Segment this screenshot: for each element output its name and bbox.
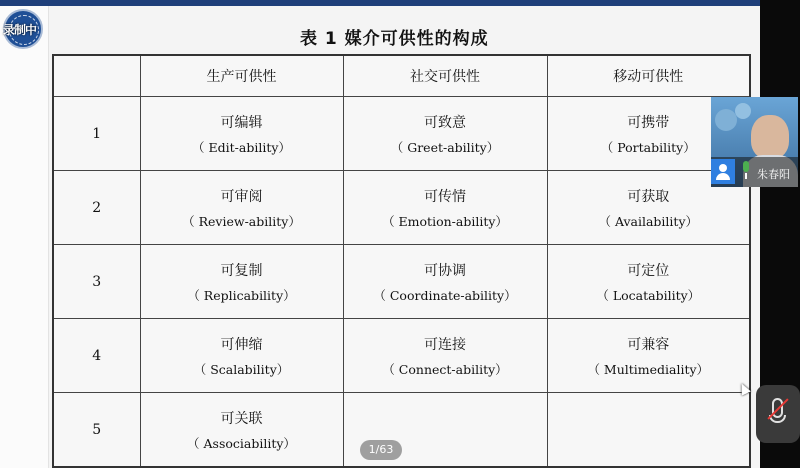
cell-zh: 可获取 (627, 188, 670, 205)
table-row (53, 319, 750, 393)
row-number: 5 (53, 393, 140, 468)
slide-left-strip (0, 6, 49, 468)
cell-zh: 可兼容 (627, 336, 670, 353)
table-cell-empty (547, 393, 750, 468)
cell-zh: 可连接 (424, 336, 466, 353)
cell-zh: 可编辑 (220, 114, 263, 131)
cell-zh: 可复制 (220, 262, 263, 279)
video-decoration (735, 103, 751, 119)
cell-en: （ Portability） (600, 139, 696, 155)
table-cell (140, 171, 343, 245)
table-cell (343, 97, 547, 171)
cell-zh: 可协调 (424, 262, 466, 279)
cell-zh: 可携带 (627, 114, 670, 131)
cell-zh: 可致意 (424, 114, 466, 131)
cell-en: （ Associability） (187, 435, 296, 451)
table-cell (547, 245, 750, 319)
table-header-row (53, 55, 750, 97)
row-number: 2 (53, 171, 140, 245)
recording-indicator: 录制中 (3, 23, 37, 37)
cell-en: （ Review-ability） (182, 213, 301, 229)
slide-title: 表 1 媒介可供性的构成 (300, 29, 489, 49)
table-cell (140, 245, 343, 319)
table-row (53, 393, 750, 468)
cell-en: （ Multimediality） (587, 361, 710, 377)
cell-zh: 可关联 (220, 410, 263, 427)
table-row (53, 97, 750, 171)
table-row (53, 171, 750, 245)
microphone-muted-icon[interactable] (756, 385, 800, 443)
table-cell (140, 393, 343, 468)
cell-en: （ Emotion-ability） (382, 213, 508, 229)
cell-en: （ Greet-ability） (390, 139, 500, 155)
table-cell (140, 319, 343, 393)
participant-face (751, 115, 789, 159)
row-number: 4 (53, 319, 140, 393)
participant-name: 朱春阳 (757, 168, 790, 181)
slide-top-band (0, 0, 760, 6)
cell-en: （ Connect-ability） (382, 361, 508, 377)
cell-en: （ Availability） (598, 213, 699, 229)
row-number: 3 (53, 245, 140, 319)
cell-en: （ Locatability） (596, 287, 701, 303)
user-icon (711, 159, 735, 184)
table-cell (140, 97, 343, 171)
cell-en: （ Replicability） (187, 287, 296, 303)
row-number: 1 (53, 97, 140, 171)
cell-zh: 可审阅 (220, 188, 263, 205)
cell-zh: 可伸缩 (220, 336, 263, 353)
table-cell (343, 171, 547, 245)
cell-en: （ Scalability） (193, 361, 290, 377)
microphone-icon (741, 161, 751, 181)
video-decoration (715, 109, 737, 131)
header-production: 生产可供性 (140, 55, 343, 97)
media-affordance-table (52, 54, 751, 468)
cell-en: （ Edit-ability） (192, 139, 291, 155)
table-cell (547, 319, 750, 393)
header-social: 社交可供性 (343, 55, 547, 97)
table-cell (343, 245, 547, 319)
header-empty (53, 55, 140, 97)
table-row (53, 245, 750, 319)
cell-en: （ Coordinate-ability） (373, 287, 517, 303)
table-cell (343, 319, 547, 393)
page-indicator[interactable]: 1/63 (360, 440, 402, 460)
cell-zh: 可传情 (424, 188, 466, 205)
cell-zh: 可定位 (627, 262, 670, 279)
header-mobile: 移动可供性 (547, 55, 750, 97)
